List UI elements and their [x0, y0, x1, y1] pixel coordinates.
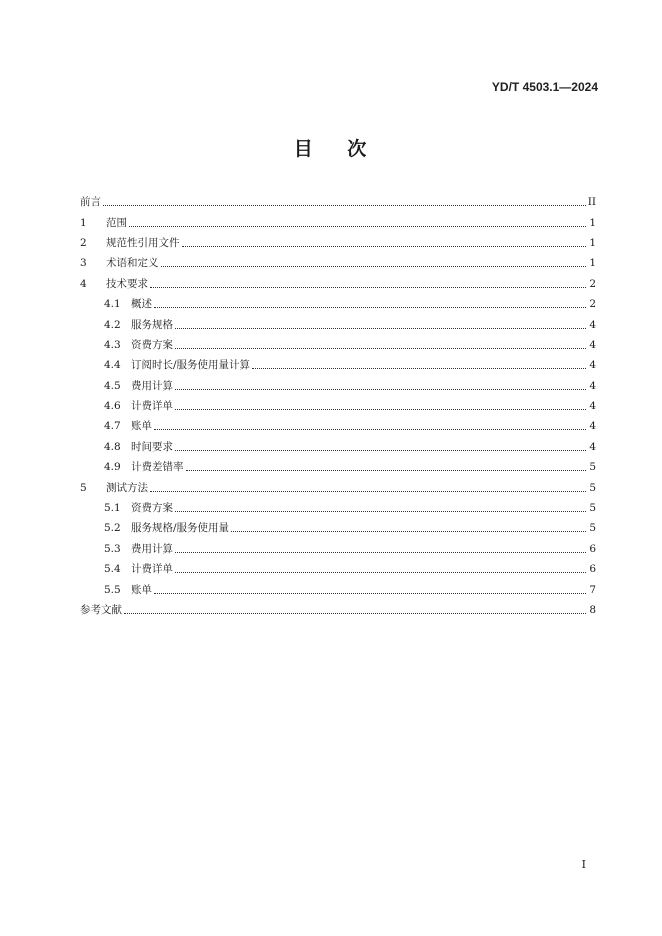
toc-entry-number: 4.2	[104, 318, 121, 331]
toc-entry-page: 4	[589, 338, 596, 351]
toc-entry-label: 测试方法	[106, 481, 148, 494]
toc-entry[interactable]	[80, 335, 596, 355]
toc-entry-page: 4	[589, 400, 596, 413]
toc-entry-number: 3	[80, 257, 87, 270]
toc-entry-label: 参考文献	[80, 604, 122, 616]
toc-entry-label: 账单	[131, 583, 152, 596]
page-number: I	[581, 858, 586, 871]
toc-entry-page: 1	[589, 216, 596, 229]
toc-entry-page: 6	[589, 542, 596, 555]
toc-entry-label: 计费差错率	[131, 461, 184, 474]
toc-entry-number: 5	[80, 481, 87, 494]
toc-dot-leader	[175, 408, 586, 410]
toc-entry-label: 时间要求	[131, 440, 173, 453]
toc-entry-number: 5.1	[104, 502, 121, 515]
toc-entry[interactable]	[80, 437, 596, 457]
toc-entry-page: 2	[589, 277, 596, 290]
toc-entry-page: 4	[589, 379, 596, 392]
toc-dot-leader	[175, 510, 586, 512]
toc-entry-label: 范围	[106, 216, 127, 229]
toc-entry[interactable]	[80, 477, 596, 497]
toc-entry-number: 4.8	[104, 440, 121, 453]
toc-entry-page: 2	[589, 298, 596, 311]
page-title: 目 次	[293, 138, 369, 160]
toc-dot-leader	[103, 204, 586, 206]
toc-entry-number: 1	[80, 216, 87, 229]
toc-entry-label: 资费方案	[131, 502, 173, 515]
toc-entry[interactable]	[80, 518, 596, 538]
toc-entry-number: 5.2	[104, 522, 121, 535]
toc-entry[interactable]	[80, 233, 596, 253]
toc-entry[interactable]	[80, 376, 596, 396]
toc-dot-leader	[175, 551, 586, 553]
toc-entry-label: 资费方案	[131, 338, 173, 351]
toc-entry[interactable]	[80, 498, 596, 518]
toc-entry-page: 1	[589, 257, 596, 270]
toc-dot-leader	[150, 490, 586, 492]
toc-entry-number: 4.4	[104, 359, 121, 372]
toc-entry-page: 6	[589, 563, 596, 576]
toc-dot-leader	[154, 592, 586, 594]
toc-entry-number: 2	[80, 236, 87, 249]
toc-entry[interactable]	[80, 559, 596, 579]
toc-entry-page: 5	[589, 522, 596, 535]
toc-entry-number: 4.7	[104, 420, 121, 433]
toc-dot-leader	[175, 449, 586, 451]
toc-entry[interactable]	[80, 396, 596, 416]
toc-dot-leader	[150, 286, 586, 288]
toc-entry[interactable]	[80, 355, 596, 375]
toc-entry-number: 4.3	[104, 338, 121, 351]
toc-entry-page: 7	[589, 583, 596, 596]
toc-entry-page: 4	[589, 318, 596, 331]
toc-entry-number: 5.4	[104, 563, 121, 576]
toc-dot-leader	[154, 306, 586, 308]
toc-entry-label: 订阅时长/服务使用量计算	[131, 359, 251, 372]
toc-entry-number: 5.3	[104, 542, 121, 555]
toc-entry-page: 5	[589, 481, 596, 494]
toc-dot-leader	[182, 245, 587, 247]
toc-entry-number: 4.1	[104, 298, 121, 311]
toc-entry-label: 服务规格/服务使用量	[131, 522, 230, 535]
toc-entry-page: 5	[589, 461, 596, 474]
toc-entry-label: 概述	[131, 298, 152, 311]
toc-entry-page: 8	[589, 604, 596, 616]
toc-entry-label: 技术要求	[106, 277, 148, 290]
toc-dot-leader	[252, 367, 586, 369]
toc-entry-label: 费用计算	[131, 542, 173, 555]
toc-dot-leader	[186, 469, 587, 471]
toc-dot-leader	[124, 612, 586, 614]
toc-entry-number: 4.5	[104, 379, 121, 392]
toc-entry[interactable]	[80, 600, 596, 620]
toc-entry[interactable]	[80, 212, 596, 232]
toc-entry[interactable]	[80, 294, 596, 314]
toc-entry[interactable]	[80, 457, 596, 477]
toc-dot-leader	[175, 347, 586, 349]
toc-entry-number: 4.9	[104, 461, 121, 474]
toc-entry-page: 5	[589, 502, 596, 515]
toc-dot-leader	[175, 571, 586, 573]
toc-entry-label: 前言	[80, 196, 101, 209]
toc-entry-number: 4.6	[104, 400, 121, 413]
toc-entry[interactable]	[80, 253, 596, 273]
toc-entry-label: 术语和定义	[106, 257, 159, 270]
toc-entry-label: 计费详单	[131, 563, 173, 576]
toc-entry[interactable]	[80, 416, 596, 436]
toc-dot-leader	[129, 225, 586, 227]
toc-entry-page: 4	[589, 440, 596, 453]
toc-dot-leader	[175, 327, 586, 329]
toc-entry[interactable]	[80, 192, 596, 212]
toc-entry[interactable]	[80, 579, 596, 599]
toc-dot-leader	[231, 530, 586, 532]
toc-entry-label: 计费详单	[131, 400, 173, 413]
toc-entry-page: 4	[589, 359, 596, 372]
toc-entry-label: 服务规格	[131, 318, 173, 331]
toc-dot-leader	[161, 265, 587, 267]
toc-entry-page: 4	[589, 420, 596, 433]
document-code: YD/T 4503.1—2024	[491, 80, 598, 94]
toc-entry-number: 5.5	[104, 583, 121, 596]
toc-dot-leader	[175, 388, 586, 390]
table-of-contents	[80, 192, 596, 620]
toc-entry[interactable]	[80, 274, 596, 294]
toc-entry[interactable]	[80, 314, 596, 334]
toc-entry-label: 规范性引用文件	[106, 236, 180, 249]
toc-dot-leader	[154, 428, 586, 430]
toc-entry-label: 账单	[131, 420, 152, 433]
toc-entry-page: 1	[589, 236, 596, 249]
toc-entry[interactable]	[80, 539, 596, 559]
toc-entry-page: II	[587, 196, 596, 209]
toc-entry-number: 4	[80, 277, 87, 290]
toc-entry-label: 费用计算	[131, 379, 173, 392]
